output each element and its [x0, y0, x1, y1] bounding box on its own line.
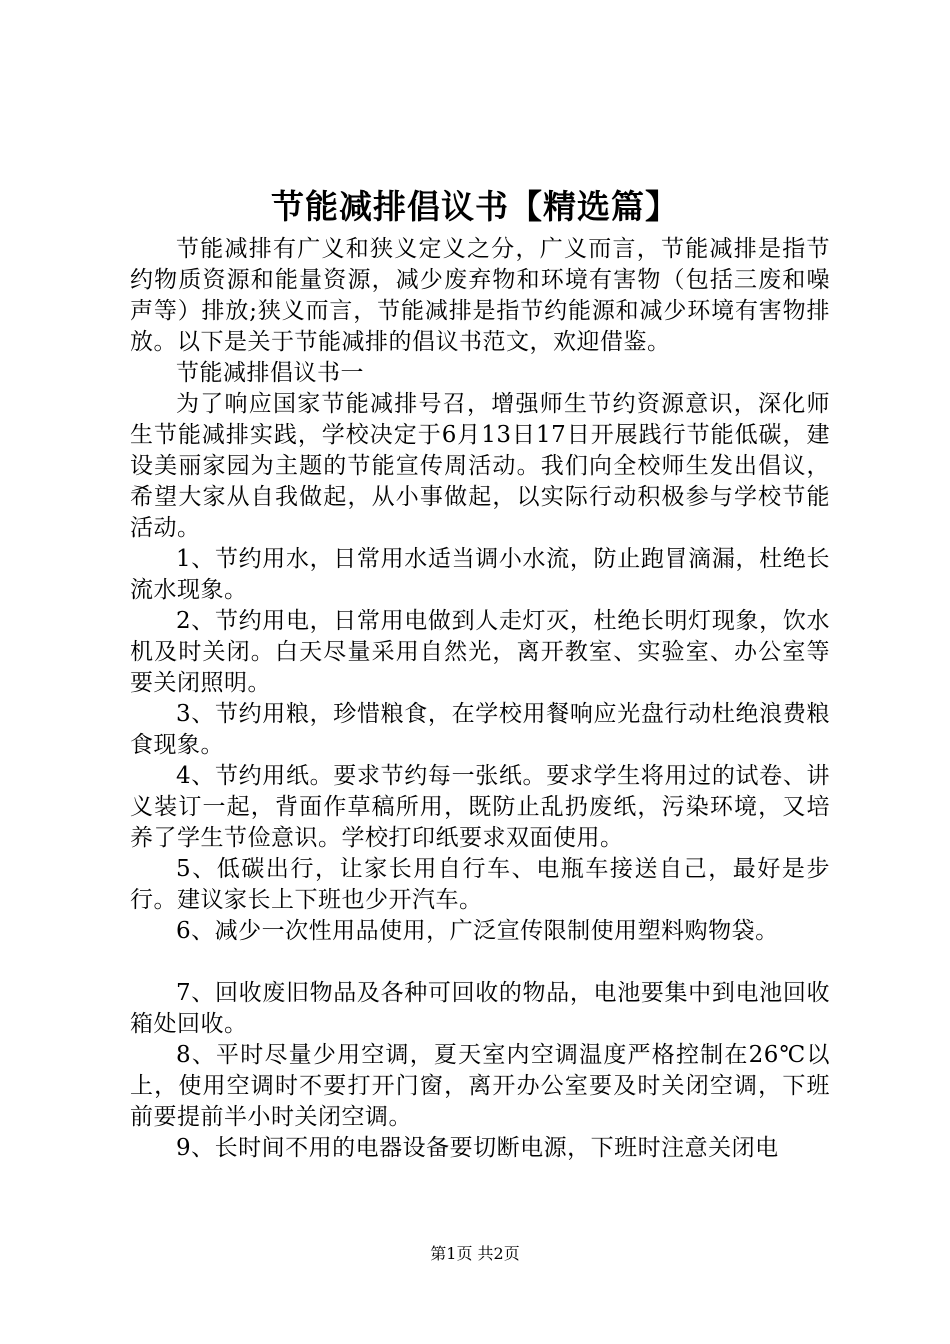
section-heading: 节能减排倡议书一: [176, 360, 364, 386]
list-item: 9、长时间不用的电器设备要切断电源，下班时注意关闭电: [176, 1135, 779, 1161]
intro-paragraph: 节能减排有广义和狭义定义之分，广义而言，节能减排是指节约物质资源和能量资源，减少废弃物和环境有害物（包括三废和噪声等）排放;狭义而言，节能减排是指节约能源和减少环境有害物排放。以下是关于节能减排的倡议书范文，欢迎借鉴。: [130, 236, 830, 355]
list-item: 3、节约用粮，珍惜粮食，在学校用餐响应光盘行动杜绝浪费粮食现象。: [130, 701, 830, 758]
list-item: 5、低碳出行，让家长用自行车、电瓶车接送自己，最好是步行。建议家长上下班也少开汽车。: [130, 856, 830, 913]
blank-line: [130, 947, 830, 978]
list-item: 4、节约用纸。要求节约每一张纸。要求学生将用过的试卷、讲义装订一起，背面作草稿所用，既防止乱扔废纸，污染环境，又培养了学生节俭意识。学校打印纸要求双面使用。: [130, 763, 830, 851]
list-item: 8、平时尽量少用空调，夏天室内空调温度严格控制在26℃以上，使用空调时不要打开门窗，离开办公室要及时关闭空调，下班前要提前半小时关闭空调。: [130, 1042, 830, 1130]
list-item: 7、回收废旧物品及各种可回收的物品，电池要集中到电池回收箱处回收。: [130, 980, 830, 1037]
list-item: 6、减少一次性用品使用，广泛宣传限制使用塑料购物袋。: [176, 918, 779, 944]
body-paragraph: 为了响应国家节能减排号召，增强师生节约资源意识，深化师生节能减排实践，学校决定于6月13日17日开展践行节能低碳，建设美丽家园为主题的节能宣传周活动。我们向全校师生发出倡议，希望大家从自我做起，从小事做起，以实际行动积极参与学校节能活动。: [130, 391, 830, 541]
document-title: 节能减排倡议书【精选篇】: [271, 187, 679, 226]
list-item: 1、节约用水，日常用水适当调小水流，防止跑冒滴漏，杜绝长流水现象。: [130, 546, 830, 603]
document-body: [130, 234, 830, 1164]
list-item: 2、节约用电，日常用电做到人走灯灭，杜绝长明灯现象，饮水机及时关闭。白天尽量采用自然光，离开教室、实验室、办公室等要关闭照明。: [130, 608, 830, 696]
page-footer: 第1页 共2页: [430, 1244, 520, 1263]
